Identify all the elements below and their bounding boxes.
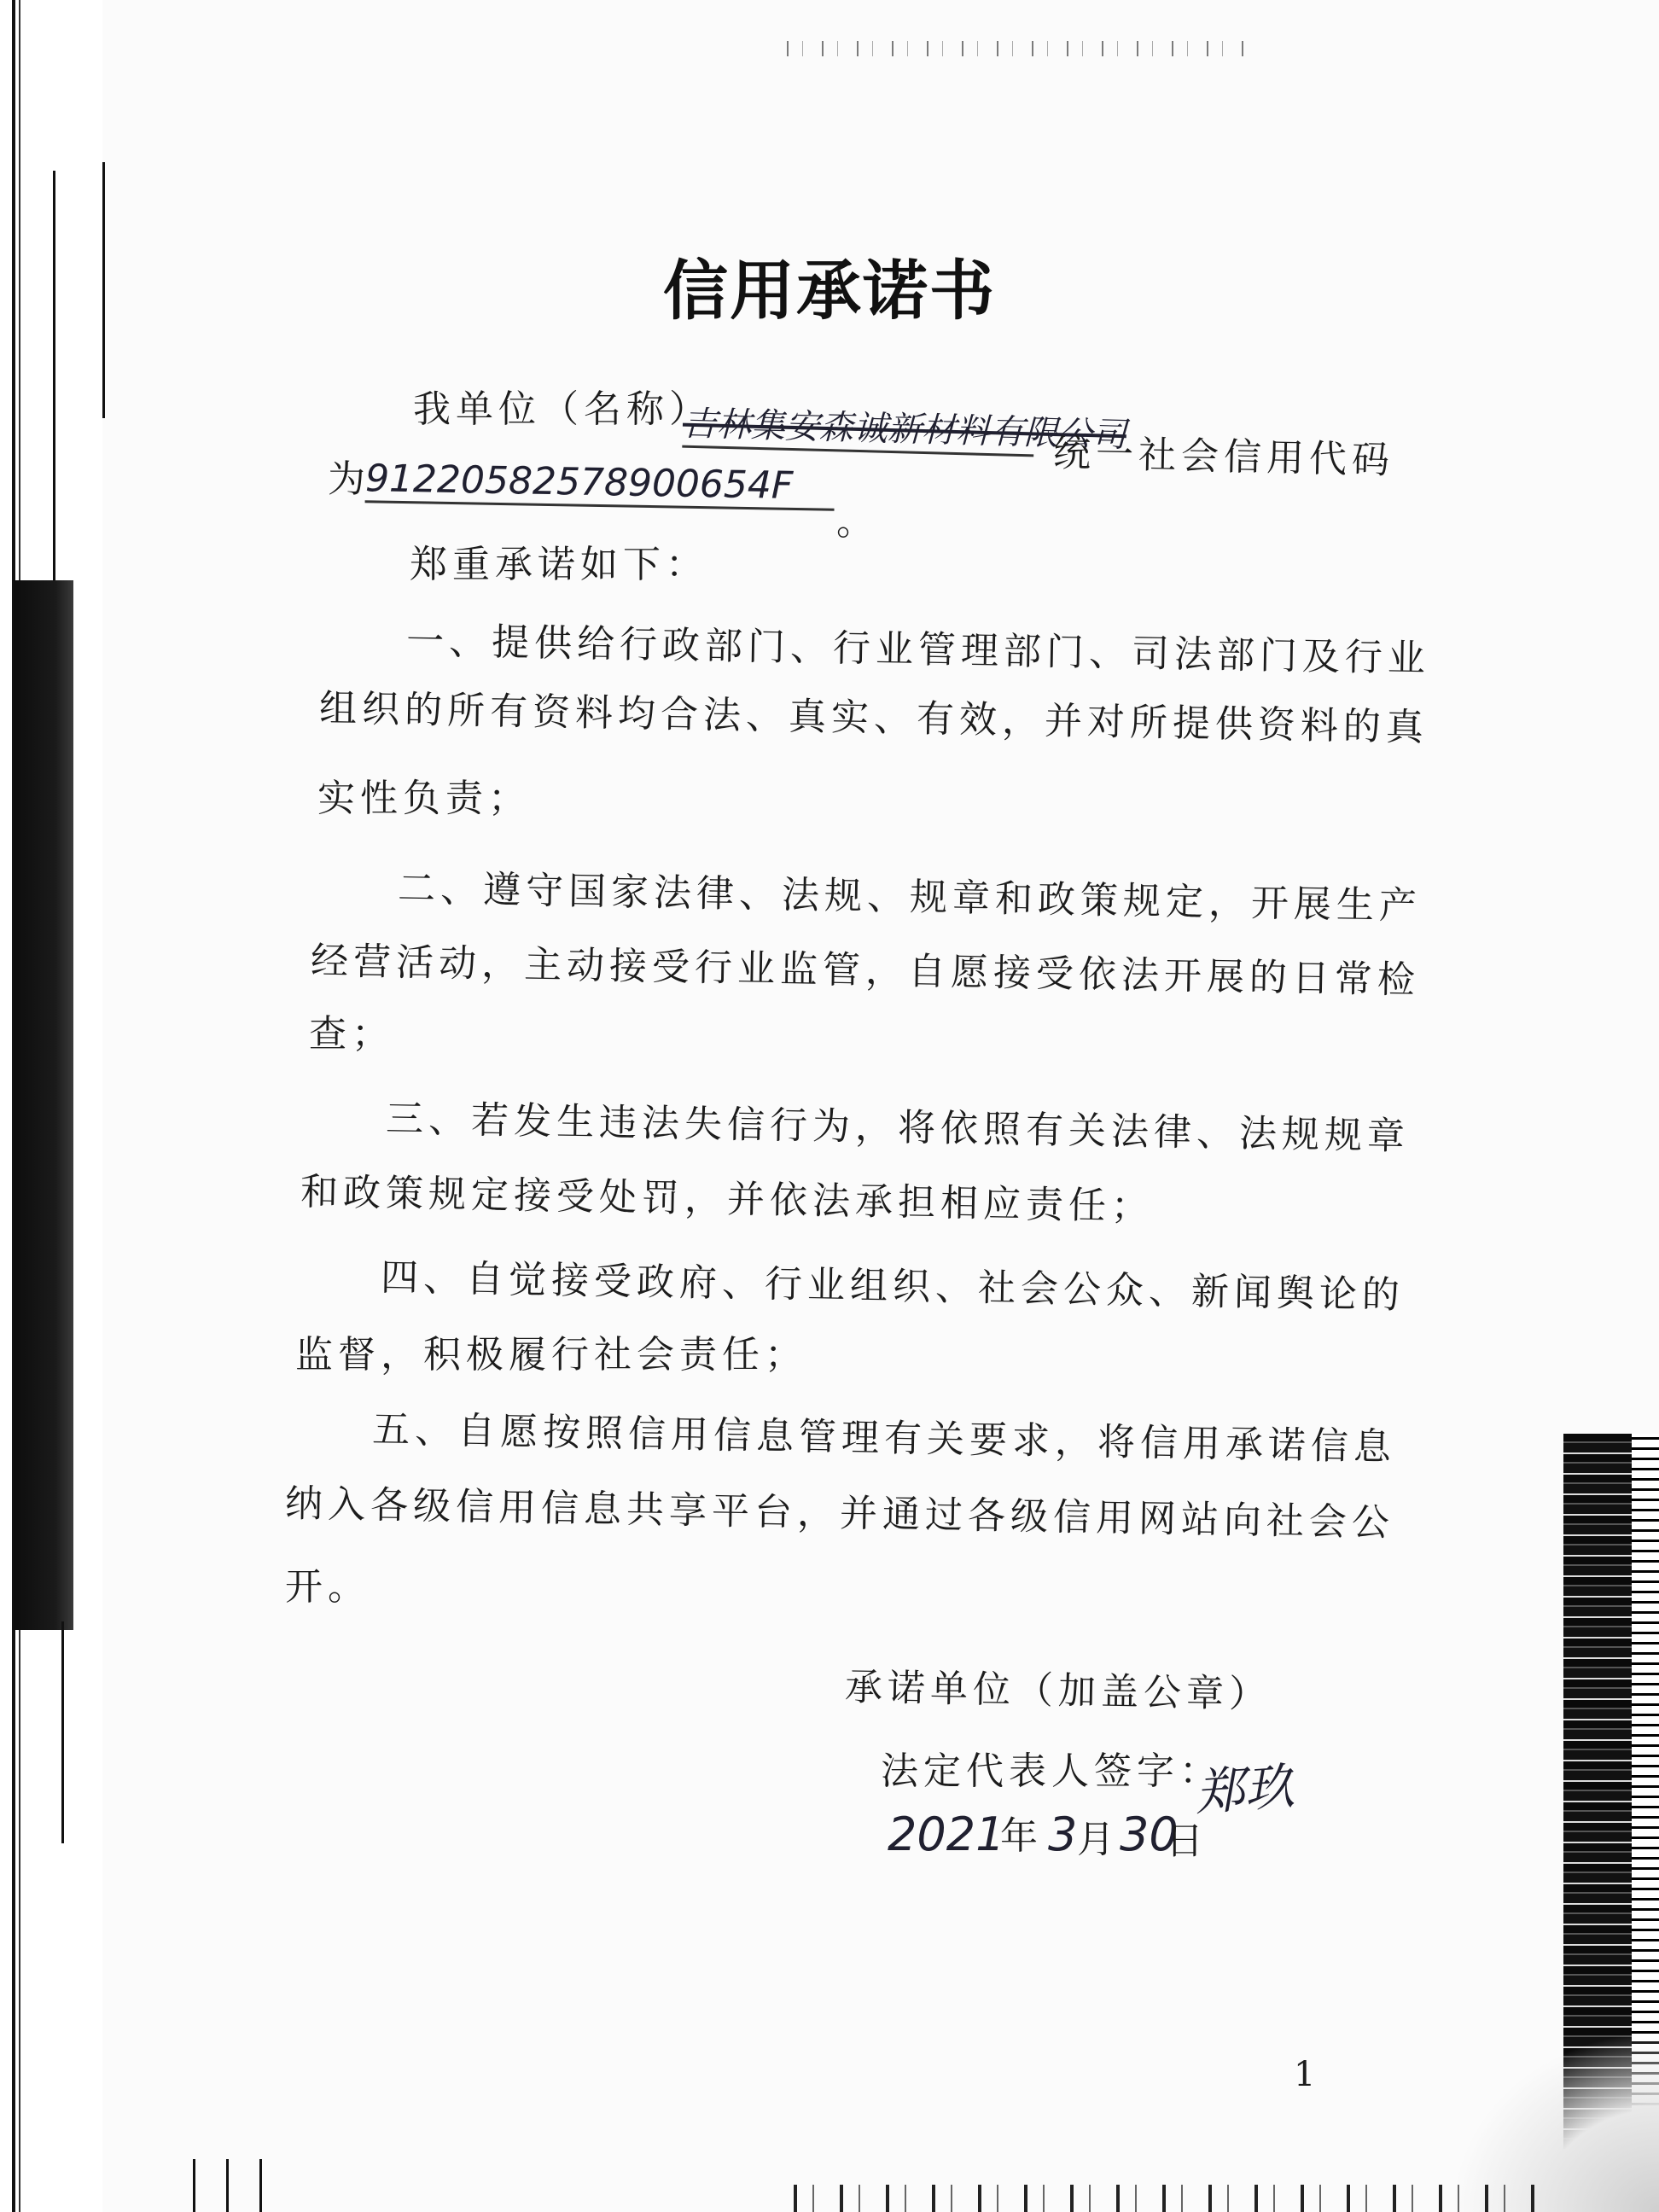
clause-3-line-2: 和政策规定接受处罚，并依法承担相应责任； <box>300 1170 1155 1229</box>
clause-3-line-1: 三、若发生违法失信行为，将依照有关法律、法规规章 <box>385 1097 1411 1159</box>
code-end: 。 <box>836 500 879 544</box>
scan-left-line <box>61 1621 64 1843</box>
clause-2-line-3: 查； <box>309 1012 394 1056</box>
scan-top-marks <box>768 41 1246 56</box>
date-day-unit: 日 <box>1166 1819 1208 1863</box>
clause-5-line-3: 开。 <box>285 1565 370 1609</box>
date-month-handwritten: 3 <box>1048 1807 1078 1861</box>
rep-signature-handwritten: 郑玖 <box>1193 1757 1296 1822</box>
date-day-handwritten: 30 <box>1120 1807 1179 1861</box>
clause-5-line-2: 纳入各级信用信息共享平台，并通过各级信用网站向社会公 <box>284 1481 1395 1545</box>
scan-bottom-left-marks <box>162 2159 290 2212</box>
scan-left-shadow-bar <box>14 580 73 1630</box>
document-title: 信用承诺书 <box>663 253 996 329</box>
clause-2-line-1: 二、遵守国家法律、法规、规章和政策规定，开展生产 <box>397 866 1423 928</box>
commit-intro: 郑重承诺如下： <box>410 543 708 586</box>
clause-4-line-2: 监督，积极履行社会责任； <box>295 1333 807 1377</box>
rep-signature-label: 法定代表人签字： <box>881 1749 1222 1793</box>
company-name-handwritten: 吉林集安森诚新材料有限公司 <box>682 397 1034 457</box>
code-prefix: 为 <box>328 457 370 501</box>
intro-prefix: 我单位（名称） <box>413 387 712 431</box>
unit-label: 承诺单位（加盖公章） <box>844 1665 1272 1717</box>
clause-4-line-1: 四、自觉接受政府、行业组织、社会公众、新闻舆论的 <box>380 1255 1406 1318</box>
clause-1-line-3: 实性负责； <box>317 777 531 820</box>
scan-bottom-marks <box>768 2185 1536 2212</box>
scan-left-line <box>53 171 55 580</box>
date-year-handwritten: 2021 <box>888 1807 1005 1861</box>
clause-5-line-1: 五、自愿按照信用信息管理有关要求，将信用承诺信息 <box>371 1407 1397 1470</box>
intro-suffix: 统一社会信用代码 <box>1052 431 1395 483</box>
date-year-unit: 年 <box>1000 1814 1043 1858</box>
credit-code-handwritten: 91220582578900654F <box>365 457 835 511</box>
clause-1-line-1: 一、提供给行政部门、行业管理部门、司法部门及行业 <box>405 619 1431 681</box>
date-month-unit: 月 <box>1077 1818 1120 1861</box>
clause-2-line-2: 经营活动，主动接受行业监管，自愿接受依法开展的日常检 <box>310 939 1421 1003</box>
clause-1-line-2: 组织的所有资料均合法、真实、有效，并对所提供资料的真 <box>318 686 1429 750</box>
page-number: 1 <box>1294 2055 1316 2094</box>
